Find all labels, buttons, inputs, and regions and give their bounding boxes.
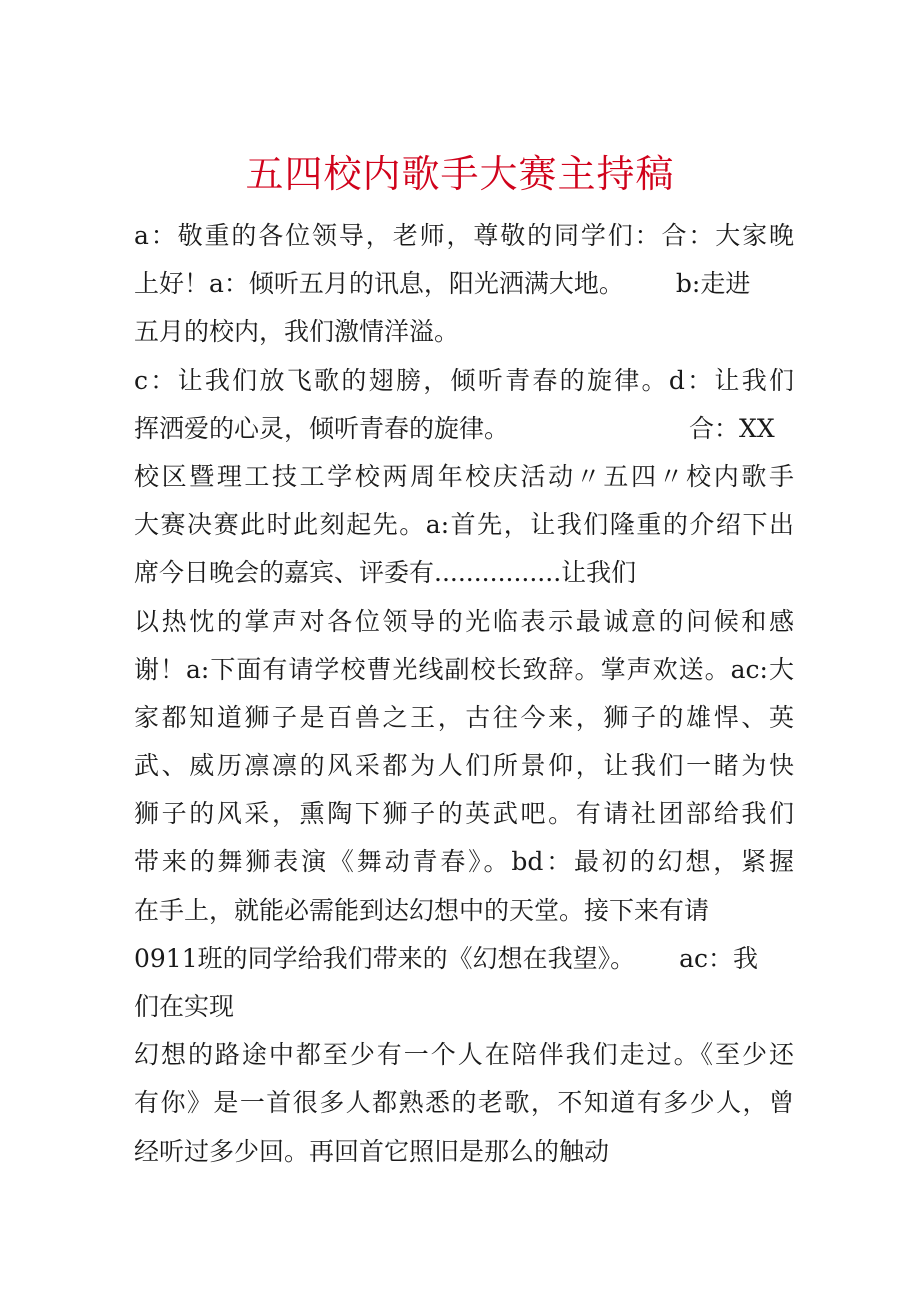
body-line-segment: 上好！a：倾听五月的讯息，阳光洒满大地。 [134, 269, 624, 299]
body-line: 家都知道狮子是百兽之王，古往今来，狮子的雄悍、英 [134, 702, 794, 732]
body-line: a：敬重的各位领导，老师，尊敬的同学们：合：大家晚 [134, 221, 794, 250]
body-line: 狮子的风采，熏陶下狮子的英武吧。有请社团部给我们 [134, 799, 794, 829]
body-line-segment: 合：XX [689, 413, 775, 443]
body-line-segment: 挥洒爱的心灵，倾听青春的旋律。 [134, 413, 510, 443]
body-line-segment: b:走进 [675, 269, 751, 299]
body-line: 有你》是一首很多人都熟悉的老歌，不知道有多少人，曾 [134, 1088, 794, 1118]
body-line: 带来的舞狮表演《舞动青春》。bd：最初的幻想，紧握 [134, 847, 794, 877]
body-line-segment: 0911班的同学给我们带来的《幻想在我望》。 [134, 943, 636, 973]
body-line: 以热忱的掌声对各位领导的光临表示最诚意的问候和感 [134, 606, 794, 636]
body-line: 在手上，就能必需能到达幻想中的天堂。接下来有请 [134, 895, 710, 925]
body-line [134, 260, 794, 308]
document-title: 五四校内歌手大赛主持稿 [245, 152, 675, 196]
body-line: 经听过多少回。再回首它照旧是那么的触动 [134, 1136, 610, 1166]
document-body [134, 212, 794, 1176]
body-line: 武、威历凛凛的风采都为人们所景仰，让我们一睹为快 [134, 751, 794, 781]
body-line [134, 405, 794, 453]
body-line: 谢！a:下面有请学校曹光线副校长致辞。掌声欢送。ac:大 [134, 654, 794, 684]
body-line: 大赛决赛此时此刻起先。a:首先，让我们隆重的介绍下出 [134, 510, 794, 540]
body-line: 校区暨理工技工学校两周年校庆活动〃五四〃校内歌手 [134, 461, 794, 491]
body-line: 席今日晚会的嘉宾、评委有................让我们 [134, 558, 637, 588]
body-line: 们在实现 [134, 992, 235, 1021]
body-line: c：让我们放飞歌的翅膀，倾听青春的旋律。d：让我们 [134, 365, 794, 395]
body-line [134, 935, 794, 983]
body-line: 幻想的路途中都至少有一个人在陪伴我们走过。《至少还 [134, 1040, 794, 1070]
body-line-segment: ac：我 [679, 943, 759, 973]
body-line: 五月的校内，我们激情洋溢。 [134, 317, 460, 347]
